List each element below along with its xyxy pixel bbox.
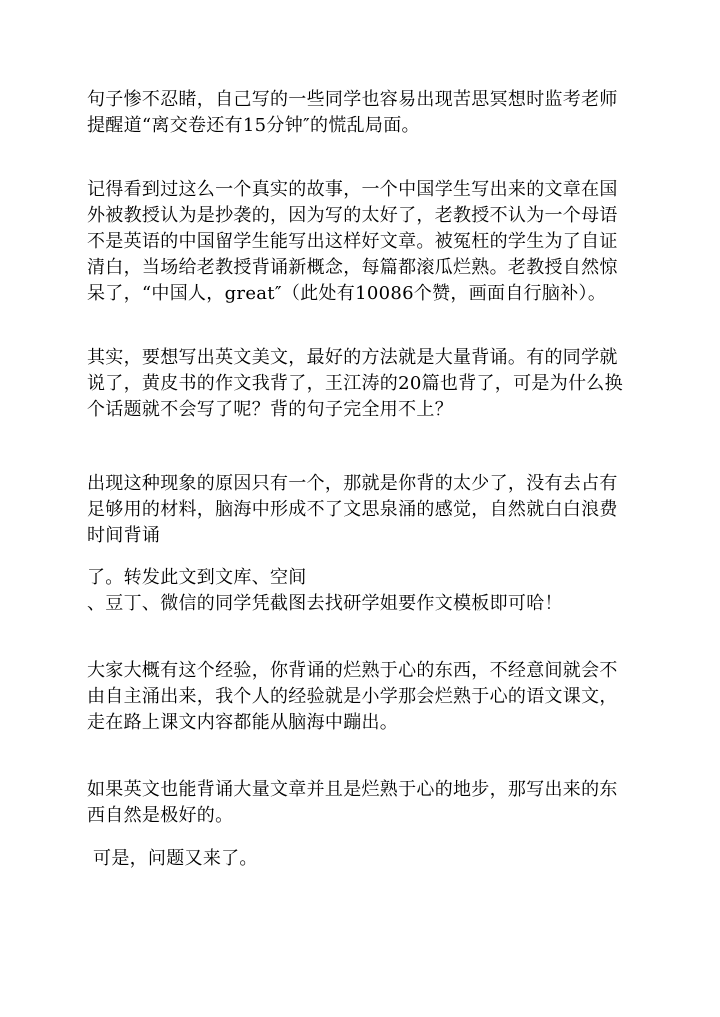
paragraph-line: 可是，问题又来了。 [87, 848, 258, 869]
paragraph-line: 如果英文也能背诵大量文章并且是烂熟于心的地步，那写出来的东 [87, 779, 618, 800]
paragraph-line: 其实，要想写出英文美文，最好的方法就是大量背诵。有的同学就 [87, 347, 618, 368]
paragraph-line: 呆了，“中国人，great″（此处有10086个赞，画面自行脑补）。 [87, 283, 607, 304]
paragraph-line: 走在路上课文内容都能从脑海中蹦出。 [87, 712, 399, 733]
paragraph-line: 句子惨不忍睹，自己写的一些同学也容易出现苦思冥想时监考老师 [87, 89, 618, 110]
paragraph-line: 时间背诵 [87, 525, 161, 546]
paragraph-line: 外被教授认为是抄袭的，因为写的太好了，老教授不认为一个母语 [87, 205, 618, 226]
paragraph-line: 西自然是极好的。 [87, 805, 234, 826]
paragraph-line: 大家大概有这个经验，你背诵的烂熟于心的东西，不经意间就会不 [87, 660, 618, 681]
paragraph-line: 足够用的材料，脑海中形成不了文思泉涌的感觉，自然就白白浪费 [87, 499, 618, 520]
paragraph-line: 个话题就不会写了呢？背的句子完全用不上？ [87, 399, 453, 420]
paragraph-line: 了。转发此文到文库、空间 [87, 567, 307, 588]
paragraph-line: 、豆丁、微信的同学凭截图去找研学姐要作文模板即可哈！ [87, 593, 563, 614]
paragraph-line: 记得看到过这么一个真实的故事，一个中国学生写出来的文章在国 [87, 179, 618, 200]
paragraph-line: 清白，当场给老教授背诵新概念，每篇都滚瓜烂熟。老教授自然惊 [87, 257, 618, 278]
paragraph-line: 出现这种现象的原因只有一个，那就是你背的太少了，没有去占有 [87, 473, 618, 494]
paragraph-line: 提醒道“离交卷还有15分钟″的慌乱局面。 [87, 115, 420, 136]
paragraph-line: 不是英语的中国留学生能写出这样好文章。被冤枉的学生为了自证 [87, 231, 618, 252]
paragraph-line: 由自主涌出来，我个人的经验就是小学那会烂熟于心的语文课文， [87, 686, 618, 707]
paragraph-line: 说了，黄皮书的作文我背了，王江涛的20篇也背了，可是为什么换 [87, 373, 623, 394]
